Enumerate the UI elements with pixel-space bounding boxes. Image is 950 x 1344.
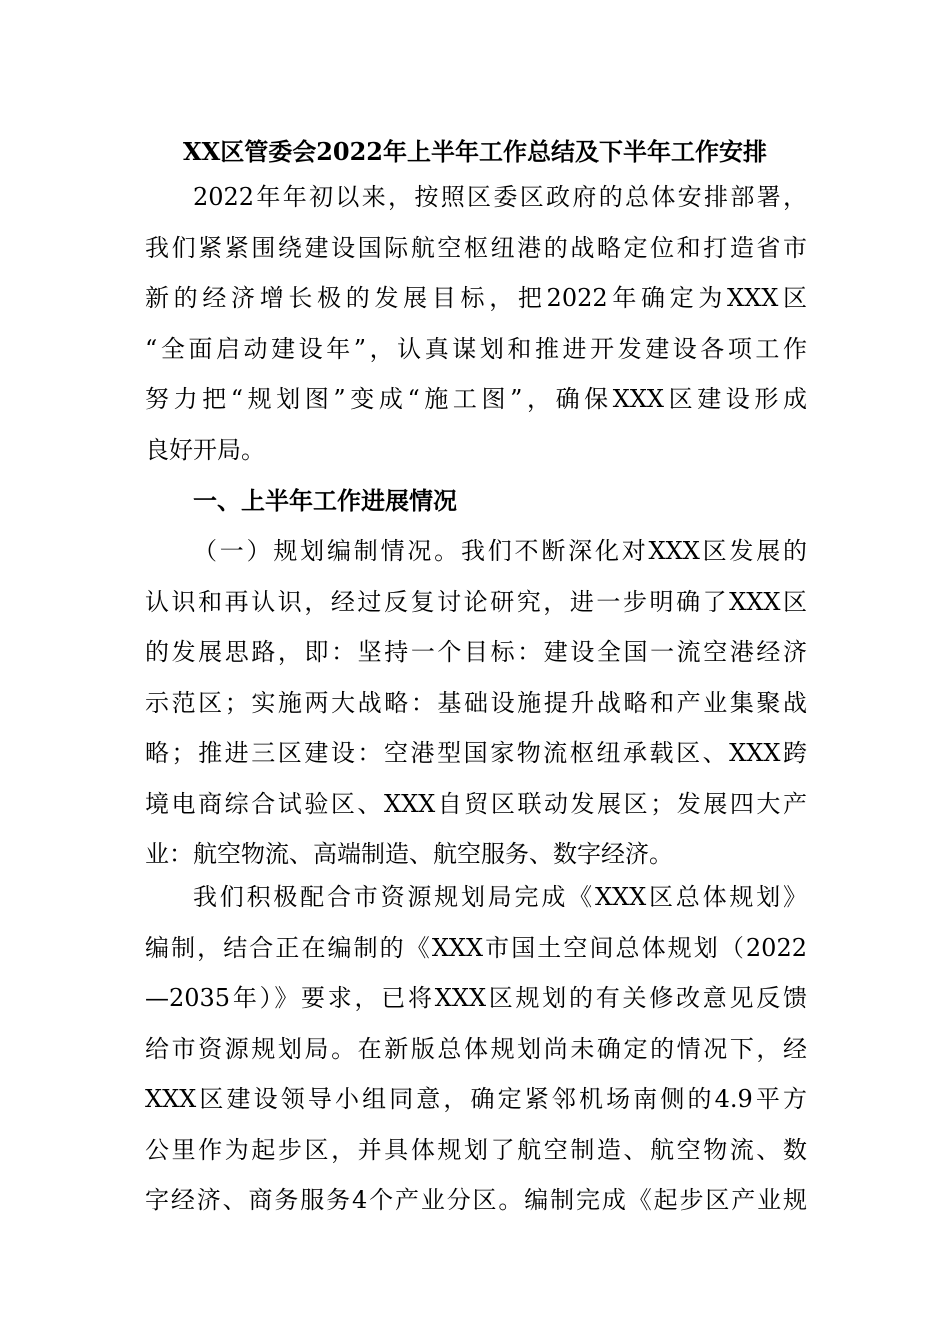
text-line: 良好开局。 [145,435,265,464]
text-line: 编制，结合正在编制的《XXX市国土空间总体规划（2022 [145,933,807,962]
text-line: 给市资源规划局。在新版总体规划尚未确定的情况下，经 [145,1034,807,1063]
text-line: 我们积极配合市资源规划局完成《XXX区总体规划》 [193,883,807,911]
paragraph-cooperation [145,872,807,1226]
text-line: 示范区；实施两大战略：基础设施提升战略和产业集聚战 [145,688,807,717]
text-line: 略；推进三区建设：空港型国家物流枢纽承载区、XXX跨 [145,739,807,767]
text-line: XXX区建设领导小组同意，确定紧邻机场南侧的4.9平方 [145,1085,807,1113]
text-line: 我们紧紧围绕建设国际航空枢纽港的战略定位和打造省市 [145,233,807,262]
text-line: 字经济、商务服务4个产业分区。编制完成《起步区产业规 [145,1186,807,1214]
text-line: 努力把“规划图”变成“施工图”，确保XXX区建设形成 [145,385,807,413]
text-line: 境电商综合试验区、XXX自贸区联动发展区；发展四大产 [145,789,807,818]
document-title: XX区管委会2022年上半年工作总结及下半年工作安排 [182,137,768,166]
text-line: 新的经济增长极的发展目标，把2022年确定为XXX区 [145,284,807,312]
text-line: （一）规划编制情况。我们不断深化对XXX区发展的 [193,537,807,565]
text-line: 公里作为起步区，并具体规划了航空制造、航空物流、数 [145,1135,807,1164]
text-line: 认识和再认识，经过反复讨论研究，进一步明确了XXX区 [145,587,807,616]
text-line: “全面启动建设年”，认真谋划和推进开发建设各项工作 [145,334,807,363]
text-line: —2035年）》要求，已将XXX区规划的有关修改意见反馈 [145,984,807,1012]
text-line: 的发展思路，即：坚持一个目标：建设全国一流空港经济 [145,638,807,666]
paragraph-intro [145,172,807,475]
text-line: 2022年年初以来，按照区委区政府的总体安排部署， [193,183,807,211]
paragraph-planning [145,526,807,880]
section-heading: 一、上半年工作进展情况 [193,487,457,515]
text-line: 业：航空物流、高端制造、航空服务、数字经济。 [145,840,673,868]
